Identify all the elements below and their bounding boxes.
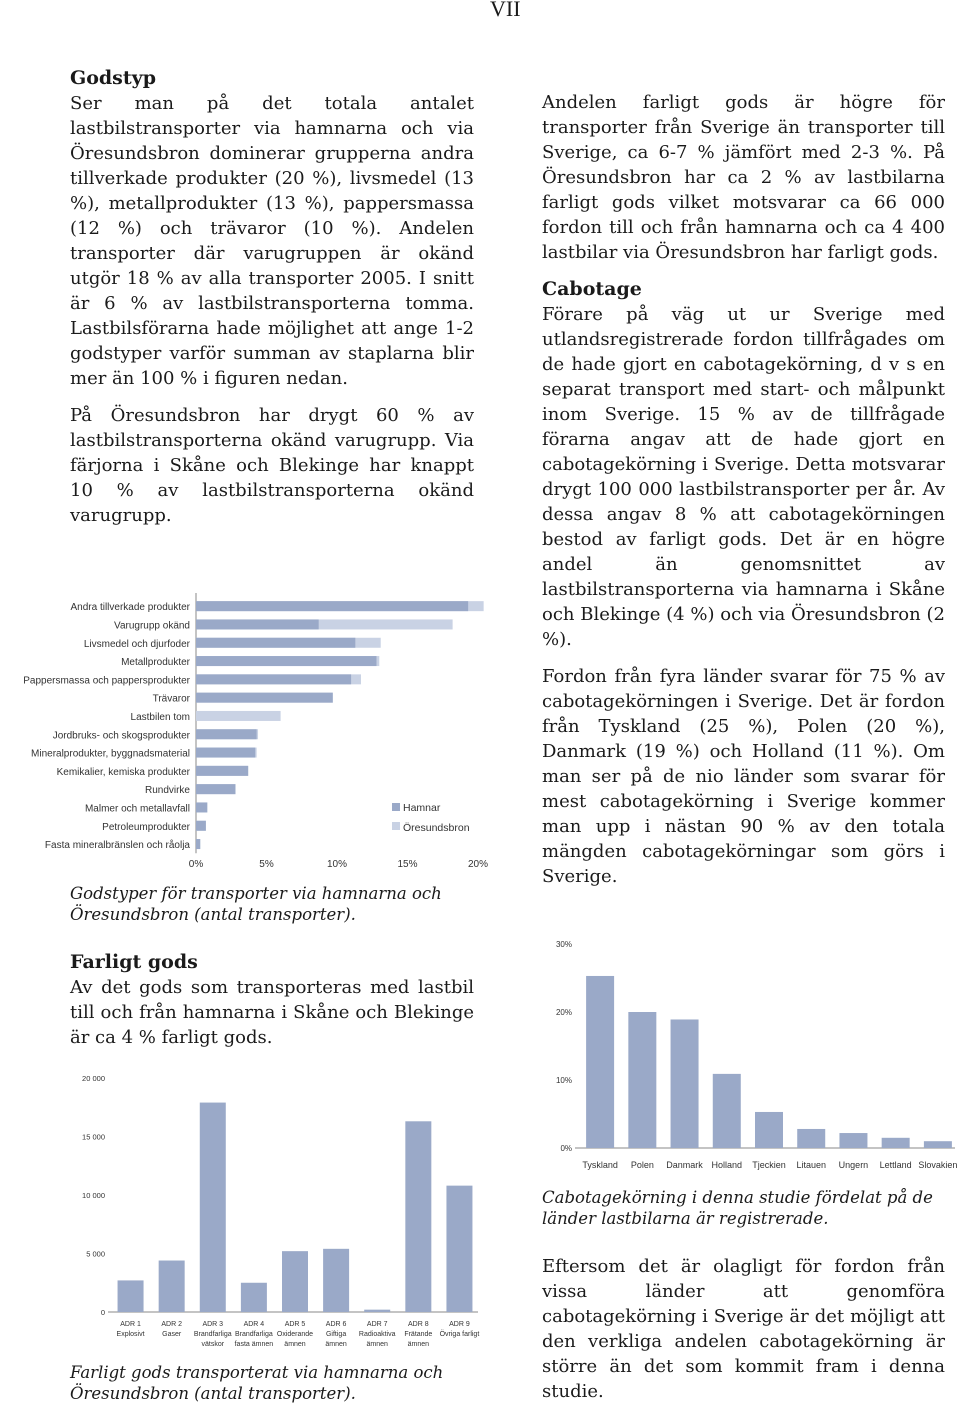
adr-category-label: ämnen [366,1341,388,1348]
bar-hamnar [196,656,376,666]
adr-bar [159,1261,185,1312]
country-bar [586,976,614,1148]
godstyp-paragraph-1: Ser man på det totala antalet lastbilstransporter via hamnarna och via Öresundsbron dominerar grupperna andra tillverkade produkter (20 %), livsmedel (13 %), metallprodukter (13 %), pappersmassa (12 %) och trävaror (10 %). Andelen transporter där varugruppen är okänd utgör 18 % av alla transporter 2005. I snitt är 6 % av lastbilstransporterna tomma. Lastbilsförarna hade möjlighet att ange 1-2 godstyper varför summan av staplarna blir mer än 100 % i figuren nedan. [70,93,474,389]
adr-category-label: ADR 8 [408,1321,429,1328]
category-label: Rundvirke [144,785,190,797]
category-label: Petroleumprodukter [102,821,190,833]
bar-hamnar [196,729,257,739]
category-label: Kemikalier, kemiska produkter [56,766,190,778]
y-tick-label: 15 000 [82,1132,105,1142]
country-bar [882,1138,910,1148]
country-label: Tjeckien [752,1160,786,1170]
legend-label-hamnar: Hamnar [403,802,441,814]
category-label: Fasta mineralbränslen och råolja [44,840,190,852]
adr-category-label: ADR 9 [449,1321,470,1328]
country-bar [713,1074,741,1148]
category-label: Andra tillverkade produkter [70,602,190,614]
y-tick-label: 30% [555,940,572,949]
right-column-bottom [542,1254,945,1416]
godstyp-chart-svg [0,585,490,875]
adr-category-label: Gaser [162,1331,182,1338]
adr-category-label: Övriga farligt [439,1331,480,1338]
y-tick-label: 10% [555,1076,572,1085]
farligt-gods-heading: Farligt gods [70,951,198,973]
adr-category-label: Giftiga [325,1331,347,1338]
adr-bar [282,1251,308,1312]
legend-label-oresundsbron: Öresundsbron [403,822,470,834]
left-column-farligt [70,950,474,1062]
bar-hamnar [196,748,255,758]
cabotage-chart-svg [530,932,960,1177]
godstyp-paragraph-2: På Öresundsbron har drygt 60 % av lastbilstransporterna okänd varugrupp. Via färjorna i Skåne och Blekinge har knappt 10 % av lastbilstransporterna okänd varugrupp. [70,405,474,526]
country-bar [797,1129,825,1148]
bar-hamnar [196,619,319,629]
bar-hamnar [196,638,355,648]
adr-category-label: ADR 3 [202,1321,224,1328]
category-label: Lastbilen tom [130,711,190,723]
adr-bar [364,1310,390,1312]
country-label: Danmark [666,1160,703,1170]
category-label: Livsmedel och djurfoder [83,638,190,650]
category-label: Trävaror [152,693,190,705]
country-bar [671,1019,699,1148]
adr-category-label: Brandfarliga [193,1331,232,1338]
page-number: VII [490,0,521,21]
godstyp-heading: Godstyp [70,67,156,89]
adr-category-label: Frätande [404,1331,433,1338]
country-bar [839,1133,867,1148]
adr-bar [446,1186,472,1312]
category-label: Malmer och metallavfall [84,803,190,815]
country-bar [628,1012,656,1148]
cabotage-chart [530,932,960,1177]
x-tick-label: 20% [467,859,489,870]
bar-hamnar [196,766,248,776]
figure-1-caption: Godstyper för transporter via hamnarna och Öresundsbron (antal transporter). [70,884,442,924]
y-tick-label: 0% [560,1144,572,1153]
bar-hamnar [196,839,200,849]
figure-2-caption: Cabotagekörning i denna studie fördelat på de länder lastbilarna är registrerade. [542,1188,933,1228]
adr-category-label: vätskor [201,1341,225,1348]
farligt-gods-paragraph: Av det gods som transporteras med lastbil till och från hamnarna i Skåne och Blekinge är ca 4 % farligt gods. [70,977,474,1048]
farligt-gods-continued-paragraph: Andelen farligt gods är högre för transporter från Sverige än transporter till Sverige, ca 6-7 % jämfört med 2-3 %. På Öresundsbron har ca 2 % av lastbilarna farligt gods vilket motsvarar ca 66 000 fordon till och från hamnarna och ca 4 400 lastbilar via Öresundsbron har farligt gods. [542,92,945,263]
bar-oresundsbron [196,711,281,721]
x-tick-label: 5% [259,859,274,870]
x-tick-label: 0% [188,859,204,870]
category-label: Jordbruks- och skogsprodukter [52,730,190,742]
adr-category-label: ADR 4 [243,1321,265,1328]
adr-bar [405,1121,431,1312]
adr-category-label: Explosivt [116,1331,145,1338]
country-label: Lettland [879,1160,912,1170]
y-tick-label: 0 [100,1308,105,1317]
adr-category-label: ADR 1 [120,1321,141,1328]
country-label: Slovakien [918,1160,958,1170]
adr-bar [241,1283,267,1312]
adr-category-label: ADR 2 [161,1321,182,1328]
adr-category-label: fasta ämnen [234,1341,274,1348]
cabotage-paragraph-3: Eftersom det är olagligt för fordon från vissa länder att genomföra cabotagekörning i Sverige är det möjligt att den verkliga andelen cabotagekörning är större än det som kommit fram i denna studie. [542,1256,945,1402]
bar-hamnar [196,821,206,831]
godstyp-chart [0,585,490,875]
category-label: Metallprodukter [121,657,190,669]
country-label: Ungern [838,1160,869,1170]
category-label: Varugrupp okänd [114,620,190,632]
bar-hamnar [196,674,351,684]
adr-bar [118,1280,144,1312]
y-tick-label: 20 000 [82,1074,105,1083]
y-tick-label: 10 000 [82,1191,105,1200]
x-tick-label: 10% [326,859,348,870]
left-column-top [70,66,474,540]
adr-category-label: Radioaktiva [358,1331,396,1338]
country-label: Holland [711,1160,743,1170]
adr-bar [323,1249,349,1312]
adr-bar [200,1103,226,1312]
figure-3-caption: Farligt gods transporterat via hamnarna och Öresundsbron (antal transporter). [70,1363,444,1403]
country-label: Tyskland [582,1160,618,1170]
country-bar [924,1141,952,1148]
adr-category-label: ämnen [325,1341,347,1348]
bar-hamnar [196,784,235,794]
x-tick-label: 15% [397,859,418,870]
adr-chart-svg [60,1068,480,1358]
category-label: Pappersmassa och pappersprodukter [23,675,190,687]
y-tick-label: 20% [555,1008,572,1017]
adr-category-label: ämnen [284,1341,306,1348]
bar-hamnar [196,693,333,703]
category-label: Mineralprodukter, byggnadsmaterial [31,748,190,760]
cabotage-heading: Cabotage [542,278,642,300]
cabotage-paragraph-1: Förare på väg ut ur Sverige med utlandsregistrerade fordon tillfrågades om de hade gjort en cabotagekörning, d v s en separat transport med start- och målpunkt inom Sverige. 15 % av de tillfrågade förarna angav att de hade gjort en cabotagekörning i Sverige. Detta motsvarar drygt 100 000 lastbilstransporter per år. Av dessa angav 8 % att cabotagekörningen bestod av farligt gods. Det är en högre andel än genomsnittet av lastbilstransporterna via hamnarna i Skåne och Blekinge (4 %) och via Öresundsbron (2 %). [542,304,945,650]
bar-hamnar [196,802,207,812]
cabotage-paragraph-2: Fordon från fyra länder svarar för 75 % av cabotagekörningen i Sverige. Det är fordon från Tyskland (25 %), Polen (20 %), Danmark (19 %) och Holland (11 %). Om man ser på de nio länder som svarar för mest cabotagekörning i Sverige kommer man upp i nästan 90 % av den totala mängden cabotagekörningar som görs i Sverige. [542,666,945,887]
y-tick-label: 5 000 [86,1249,105,1259]
country-label: Polen [630,1160,654,1170]
country-bar [755,1112,783,1148]
bar-hamnar [196,601,468,611]
adr-category-label: Oxiderande [276,1331,314,1338]
right-column-top [542,90,945,901]
adr-category-label: ADR 7 [366,1321,388,1328]
country-label: Litauen [796,1160,826,1170]
adr-category-label: Brandfarliga [235,1331,273,1338]
adr-category-label: ADR 6 [325,1321,347,1328]
adr-category-label: ämnen [407,1341,430,1348]
legend-swatch-hamnar [392,803,400,811]
adr-category-label: ADR 5 [284,1321,306,1328]
legend-swatch-oresundsbron [392,822,400,830]
adr-chart [60,1068,480,1358]
